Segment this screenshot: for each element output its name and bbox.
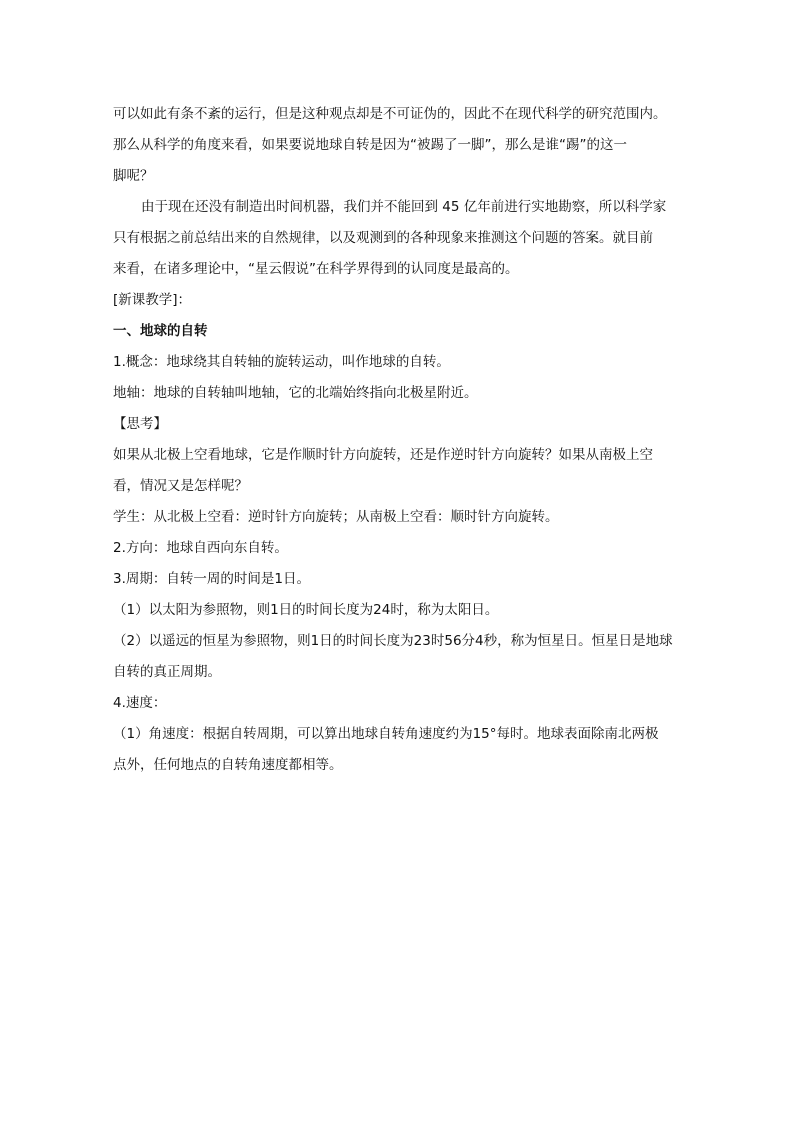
text-line: （2）以遥远的恒星为参照物，则1日的时间长度为23时56分4秒，称为恒星日。恒星日是地球	[113, 633, 673, 649]
text-line: （1）以太阳为参照物，则1日的时间长度为24时，称为太阳日。	[113, 602, 499, 618]
text-line: 2.方向：地球自西向东自转。	[113, 540, 288, 556]
text-line: 自转的真正周期。	[113, 664, 221, 680]
text-line: 来看，在诸多理论中，“星云假说”在科学界得到的认同度是最高的。	[113, 261, 519, 277]
text-line: 地轴：地球的自转轴叫地轴，它的北端始终指向北极星附近。	[113, 385, 478, 401]
text-line: 3.周期：自转一周的时间是1日。	[113, 571, 310, 587]
text-line: （1）角速度：根据自转周期，可以算出地球自转角速度约为15°每时。地球表面除南北两极	[113, 726, 659, 742]
text-line: 只有根据之前总结出来的自然规律，以及观测到的各种现象来推测这个问题的答案。就目前	[113, 230, 653, 246]
text-line: 4.速度：	[113, 695, 167, 711]
text-line: 如果从北极上空看地球，它是作顺时针方向旋转，还是作逆时针方向旋转？如果从南极上空	[113, 447, 653, 463]
text-line: 看，情况又是怎样呢？	[113, 478, 248, 494]
text-line: [新课教学]：	[113, 292, 192, 308]
text-line: 1.概念：地球绕其自转轴的旋转运动，叫作地球的自转。	[113, 354, 450, 370]
text-line: 学生：从北极上空看：逆时针方向旋转；从南极上空看：顺时针方向旋转。	[113, 509, 559, 525]
text-line: 由于现在还没有制造出时间机器，我们并不能回到 45 亿年前进行实地勘察，所以科学家	[141, 199, 667, 215]
text-line: 那么从科学的角度来看，如果要说地球自转是因为“被踢了一脚”，那么是谁“踢”的这一	[113, 137, 627, 153]
document-body	[113, 99, 683, 781]
text-line: 【思考】	[113, 416, 167, 432]
text-line: 可以如此有条不紊的运行，但是这种观点却是不可证伪的，因此不在现代科学的研究范围内。	[113, 106, 667, 122]
section-heading: 一、地球的自转	[113, 323, 208, 339]
text-line: 脚呢？	[113, 168, 154, 184]
text-line: 点外，任何地点的自转角速度都相等。	[113, 757, 343, 773]
